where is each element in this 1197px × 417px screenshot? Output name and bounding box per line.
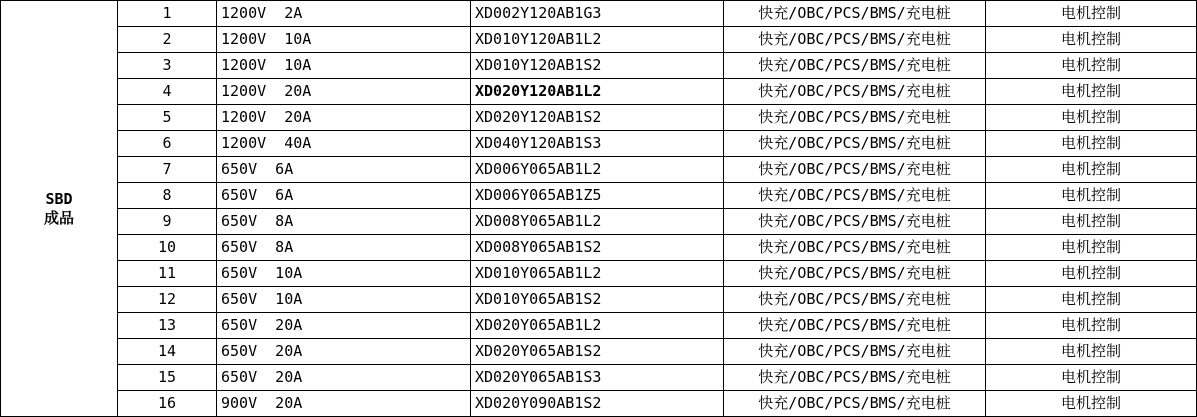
cell-applications: 快充/OBC/PCS/BMS/充电桩	[724, 235, 986, 261]
cell-motor-control: 电机控制	[986, 235, 1197, 261]
cell-part-number: XD020Y065AB1S2	[471, 339, 724, 365]
cell-spec: 1200V 10A	[217, 53, 471, 79]
cell-part-number: XD020Y090AB1S2	[471, 391, 724, 417]
category-label-line2: 成品	[43, 208, 74, 227]
cell-part-number: XD002Y120AB1G3	[471, 1, 724, 27]
cell-row-number: 15	[118, 365, 217, 391]
cell-part-number: XD020Y065AB1L2	[471, 313, 724, 339]
cell-row-number: 3	[118, 53, 217, 79]
cell-spec: 650V 20A	[217, 365, 471, 391]
cell-spec: 1200V 10A	[217, 27, 471, 53]
cell-row-number: 1	[118, 1, 217, 27]
cell-spec: 650V 10A	[217, 261, 471, 287]
category-cell-sbd	[1, 1, 118, 417]
cell-motor-control: 电机控制	[986, 105, 1197, 131]
cell-motor-control: 电机控制	[986, 183, 1197, 209]
cell-applications: 快充/OBC/PCS/BMS/充电桩	[724, 157, 986, 183]
cell-motor-control: 电机控制	[986, 157, 1197, 183]
cell-motor-control: 电机控制	[986, 365, 1197, 391]
cell-row-number: 9	[118, 209, 217, 235]
cell-motor-control: 电机控制	[986, 209, 1197, 235]
cell-part-number: XD020Y065AB1S3	[471, 365, 724, 391]
cell-motor-control: 电机控制	[986, 1, 1197, 27]
cell-row-number: 14	[118, 339, 217, 365]
cell-motor-control: 电机控制	[986, 131, 1197, 157]
cell-motor-control: 电机控制	[986, 261, 1197, 287]
cell-motor-control: 电机控制	[986, 27, 1197, 53]
cell-row-number: 13	[118, 313, 217, 339]
cell-applications: 快充/OBC/PCS/BMS/充电桩	[724, 339, 986, 365]
cell-spec: 1200V 20A	[217, 79, 471, 105]
cell-spec: 1200V 20A	[217, 105, 471, 131]
cell-part-number: XD010Y065AB1S2	[471, 287, 724, 313]
cell-applications: 快充/OBC/PCS/BMS/充电桩	[724, 313, 986, 339]
cell-part-number: XD010Y120AB1L2	[471, 27, 724, 53]
cell-row-number: 11	[118, 261, 217, 287]
cell-part-number: XD020Y120AB1L2	[471, 79, 724, 105]
cell-part-number: XD008Y065AB1S2	[471, 235, 724, 261]
cell-motor-control: 电机控制	[986, 339, 1197, 365]
cell-applications: 快充/OBC/PCS/BMS/充电桩	[724, 53, 986, 79]
cell-row-number: 6	[118, 131, 217, 157]
cell-row-number: 12	[118, 287, 217, 313]
cell-applications: 快充/OBC/PCS/BMS/充电桩	[724, 1, 986, 27]
cell-spec: 650V 6A	[217, 183, 471, 209]
cell-applications: 快充/OBC/PCS/BMS/充电桩	[724, 131, 986, 157]
cell-spec: 650V 20A	[217, 339, 471, 365]
cell-applications: 快充/OBC/PCS/BMS/充电桩	[724, 79, 986, 105]
cell-spec: 650V 6A	[217, 157, 471, 183]
cell-row-number: 10	[118, 235, 217, 261]
cell-applications: 快充/OBC/PCS/BMS/充电桩	[724, 391, 986, 417]
cell-row-number: 5	[118, 105, 217, 131]
cell-applications: 快充/OBC/PCS/BMS/充电桩	[724, 183, 986, 209]
cell-applications: 快充/OBC/PCS/BMS/充电桩	[724, 287, 986, 313]
cell-spec: 900V 20A	[217, 391, 471, 417]
cell-applications: 快充/OBC/PCS/BMS/充电桩	[724, 105, 986, 131]
cell-applications: 快充/OBC/PCS/BMS/充电桩	[724, 27, 986, 53]
cell-row-number: 2	[118, 27, 217, 53]
cell-row-number: 4	[118, 79, 217, 105]
cell-part-number: XD010Y065AB1L2	[471, 261, 724, 287]
cell-spec: 650V 10A	[217, 287, 471, 313]
cell-applications: 快充/OBC/PCS/BMS/充电桩	[724, 365, 986, 391]
cell-row-number: 7	[118, 157, 217, 183]
cell-spec: 1200V 2A	[217, 1, 471, 27]
cell-part-number: XD006Y065AB1L2	[471, 157, 724, 183]
cell-spec: 650V 20A	[217, 313, 471, 339]
cell-spec: 1200V 40A	[217, 131, 471, 157]
cell-row-number: 16	[118, 391, 217, 417]
cell-motor-control: 电机控制	[986, 53, 1197, 79]
cell-part-number: XD040Y120AB1S3	[471, 131, 724, 157]
cell-part-number: XD006Y065AB1Z5	[471, 183, 724, 209]
cell-applications: 快充/OBC/PCS/BMS/充电桩	[724, 261, 986, 287]
category-label-line1: SBD	[45, 189, 73, 208]
cell-applications: 快充/OBC/PCS/BMS/充电桩	[724, 209, 986, 235]
cell-motor-control: 电机控制	[986, 287, 1197, 313]
cell-motor-control: 电机控制	[986, 391, 1197, 417]
cell-part-number: XD010Y120AB1S2	[471, 53, 724, 79]
cell-row-number: 8	[118, 183, 217, 209]
cell-motor-control: 电机控制	[986, 313, 1197, 339]
cell-part-number: XD008Y065AB1L2	[471, 209, 724, 235]
cell-spec: 650V 8A	[217, 235, 471, 261]
cell-part-number: XD020Y120AB1S2	[471, 105, 724, 131]
cell-spec: 650V 8A	[217, 209, 471, 235]
cell-motor-control: 电机控制	[986, 79, 1197, 105]
